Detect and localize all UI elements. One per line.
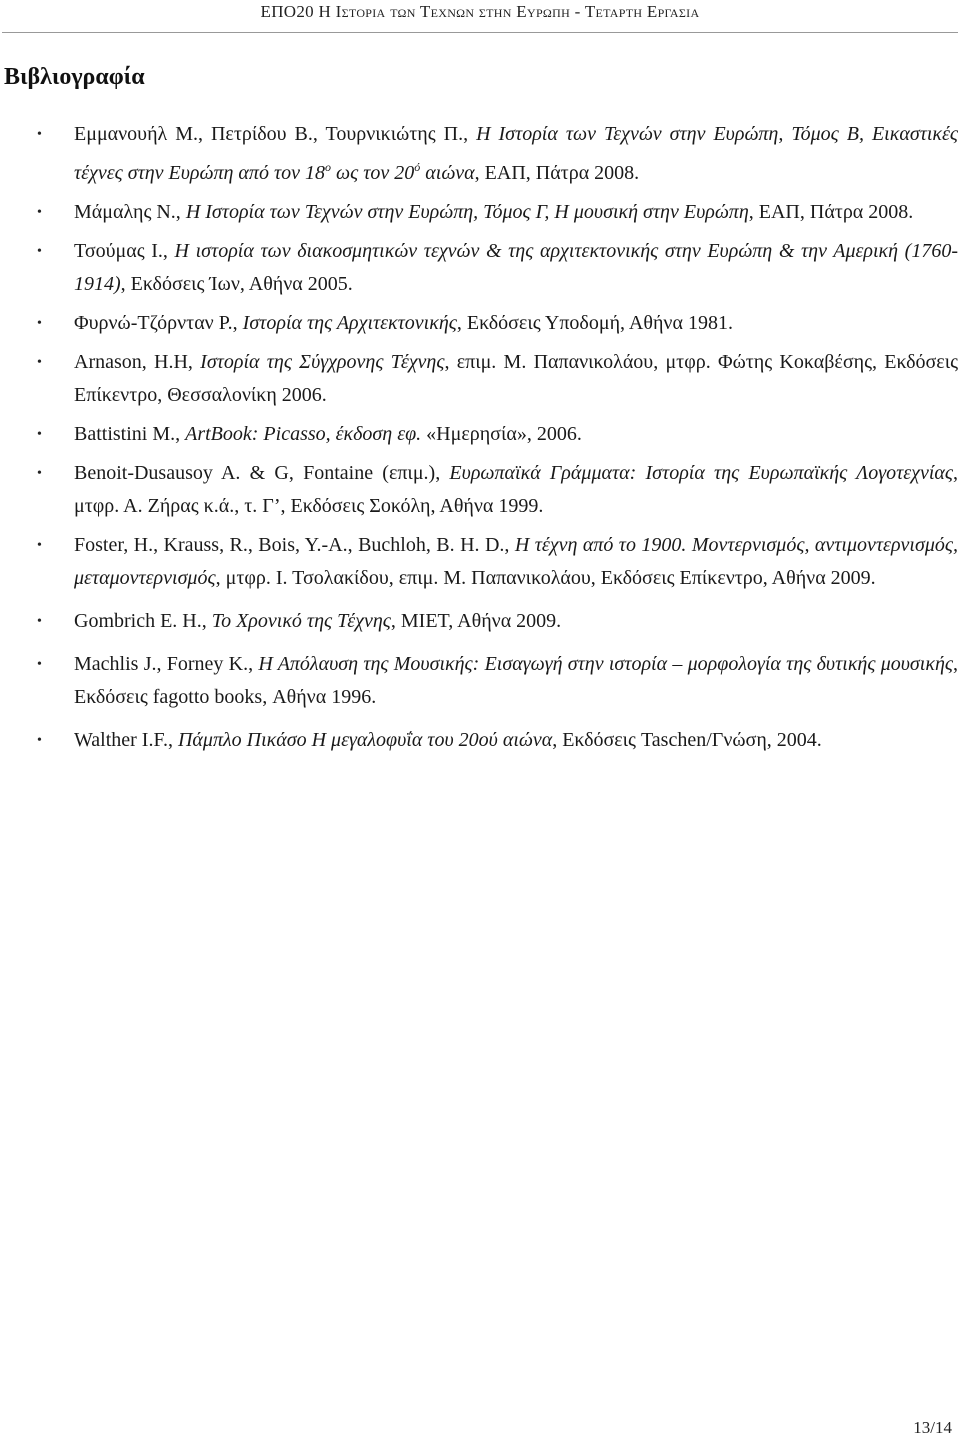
bullet-icon: • (37, 733, 42, 748)
page-header: ΕΠΟ20 Η Ιστορια των Τεχνων στην Ευρωπη - Τεταρτη Εργασια (260, 2, 700, 21)
bibliography-entry-11 (0, 724, 960, 757)
entry-title: Πάμπλο Πικάσο Η μεγαλοφυΐα του 20ού αιώνα (177, 729, 553, 751)
bullet-icon: • (37, 657, 42, 672)
bibliography-list (0, 118, 960, 763)
bullet-icon: • (37, 127, 42, 142)
bullet-icon: • (37, 538, 42, 553)
bibliography-entry-3 (0, 235, 960, 301)
entry-publication: «Ημερησία», 2006. (421, 423, 582, 445)
entry-authors: Battistini M., (74, 423, 186, 445)
entry-authors: Φυρνώ-Τζόρνταν Ρ., (74, 312, 243, 334)
entry-authors: Τσούμας Ι., (74, 240, 175, 262)
entry-title: Η Απόλαυση της Μουσικής: Εισαγωγή στην ιστορία – μορφολογία της δυτικής μουσικής (258, 653, 953, 675)
bullet-icon: • (37, 205, 42, 220)
entry-title: Ευρωπαϊκά Γράμματα: Ιστορία της Ευρωπαϊκής Λογοτεχνίας (449, 462, 953, 484)
entry-title: Η ιστορία των διακοσμητικών τεχνών & της αρχιτεκτονικής στην Ευρώπη & την Αμερική (1760-1914) (74, 240, 958, 295)
entry-publication: , Εκδόσεις Taschen/Γνώση, 2004. (552, 729, 822, 751)
entry-title: Το Χρονικό της Τέχνης (211, 610, 391, 632)
entry-publication: , επιμ. Μ. Παπανικολάου, μτφρ. Φώτης Κοκαβέσης, Εκδόσεις Επίκεντρο, Θεσσαλονίκη 2006. (74, 351, 958, 406)
entry-superscript: ο (324, 160, 331, 174)
entry-authors: Arnason, H.H, (74, 351, 201, 373)
entry-publication: , Εκδόσεις fagotto books, Αθήνα 1996. (74, 653, 958, 708)
entry-authors: Μάμαλης Ν., (74, 201, 186, 223)
entry-authors: Machlis J., Forney K., (74, 653, 259, 675)
bibliography-entry-4 (0, 307, 960, 340)
entry-publication: , Εκδόσεις Υποδομή, Αθήνα 1981. (456, 312, 733, 334)
entry-authors: Walther I.F., (74, 729, 178, 751)
header-divider (2, 32, 958, 33)
bullet-icon: • (37, 316, 42, 331)
section-title: Βιβλιογραφία (4, 64, 145, 90)
bibliography-entry-6 (0, 418, 960, 451)
bullet-icon: • (37, 355, 42, 370)
bibliography-entry-2 (0, 196, 960, 229)
entry-title: Ιστορία της Αρχιτεκτονικής (242, 312, 457, 334)
entry-publication: , ΜΙΕΤ, Αθήνα 2009. (390, 610, 562, 632)
entry-title: Η τέχνη από το 1900. Μοντερνισμός, αντιμοντερνισμός, μεταμοντερνισμός (74, 534, 958, 589)
bibliography-entry-7 (0, 457, 960, 523)
entry-publication: , ΕΑΠ, Πάτρα 2008. (474, 162, 640, 184)
entry-publication: , μτφρ. Ι. Τσολακίδου, επιμ. Μ. Παπανικολάου, Εκδόσεις Επίκεντρο, Αθήνα 2009. (215, 567, 876, 589)
entry-authors: Benoit-Dusausoy A. & G, Fontaine (επιμ.), (74, 462, 450, 484)
page-number: 13/14 (913, 1418, 952, 1437)
bullet-icon: • (37, 244, 42, 259)
entry-title: Ιστορία της Σύγχρονης Τέχνης (200, 351, 445, 373)
bullet-icon: • (37, 614, 42, 629)
bullet-icon: • (37, 466, 42, 481)
entry-publication: , μτφρ. Α. Ζήρας κ.ά., τ. Γ’, Εκδόσεις Σοκόλη, Αθήνα 1999. (74, 462, 958, 517)
entry-publication: , Εκδόσεις Ίων, Αθήνα 2005. (120, 273, 353, 295)
bibliography-entry-9 (0, 605, 960, 638)
entry-authors: Εμμανουήλ Μ., Πετρίδου Β., Τουρνικιώτης Π., (74, 123, 477, 145)
entry-authors: Gombrich E. H., (74, 610, 212, 632)
bibliography-entry-5 (0, 346, 960, 412)
bullet-icon: • (37, 427, 42, 442)
entry-title: ArtBook: Picasso, έκδοση εφ. (185, 423, 422, 445)
entry-publication: , ΕΑΠ, Πάτρα 2008. (748, 201, 914, 223)
entry-title: Η Ιστορία των Τεχνών στην Ευρώπη, Τόμος Γ, Η μουσική στην Ευρώπη (185, 201, 749, 223)
entry-title: ως τον 20 (330, 162, 415, 184)
bibliography-entry-8 (0, 529, 960, 595)
bibliography-entry-1 (0, 118, 960, 190)
entry-title: αιώνα (420, 162, 475, 184)
bibliography-entry-10 (0, 648, 960, 714)
entry-title: Η Ιστορία των Τεχνών στην Ευρώπη, Τόμος Β, Εικαστικές τέχνες στην Ευρώπη από τον 18 (74, 123, 958, 184)
entry-authors: Foster, H., Krauss, R., Bois, Y.-A., Buchloh, B. H. D., (74, 534, 515, 556)
entry-superscript: ό (414, 160, 421, 174)
